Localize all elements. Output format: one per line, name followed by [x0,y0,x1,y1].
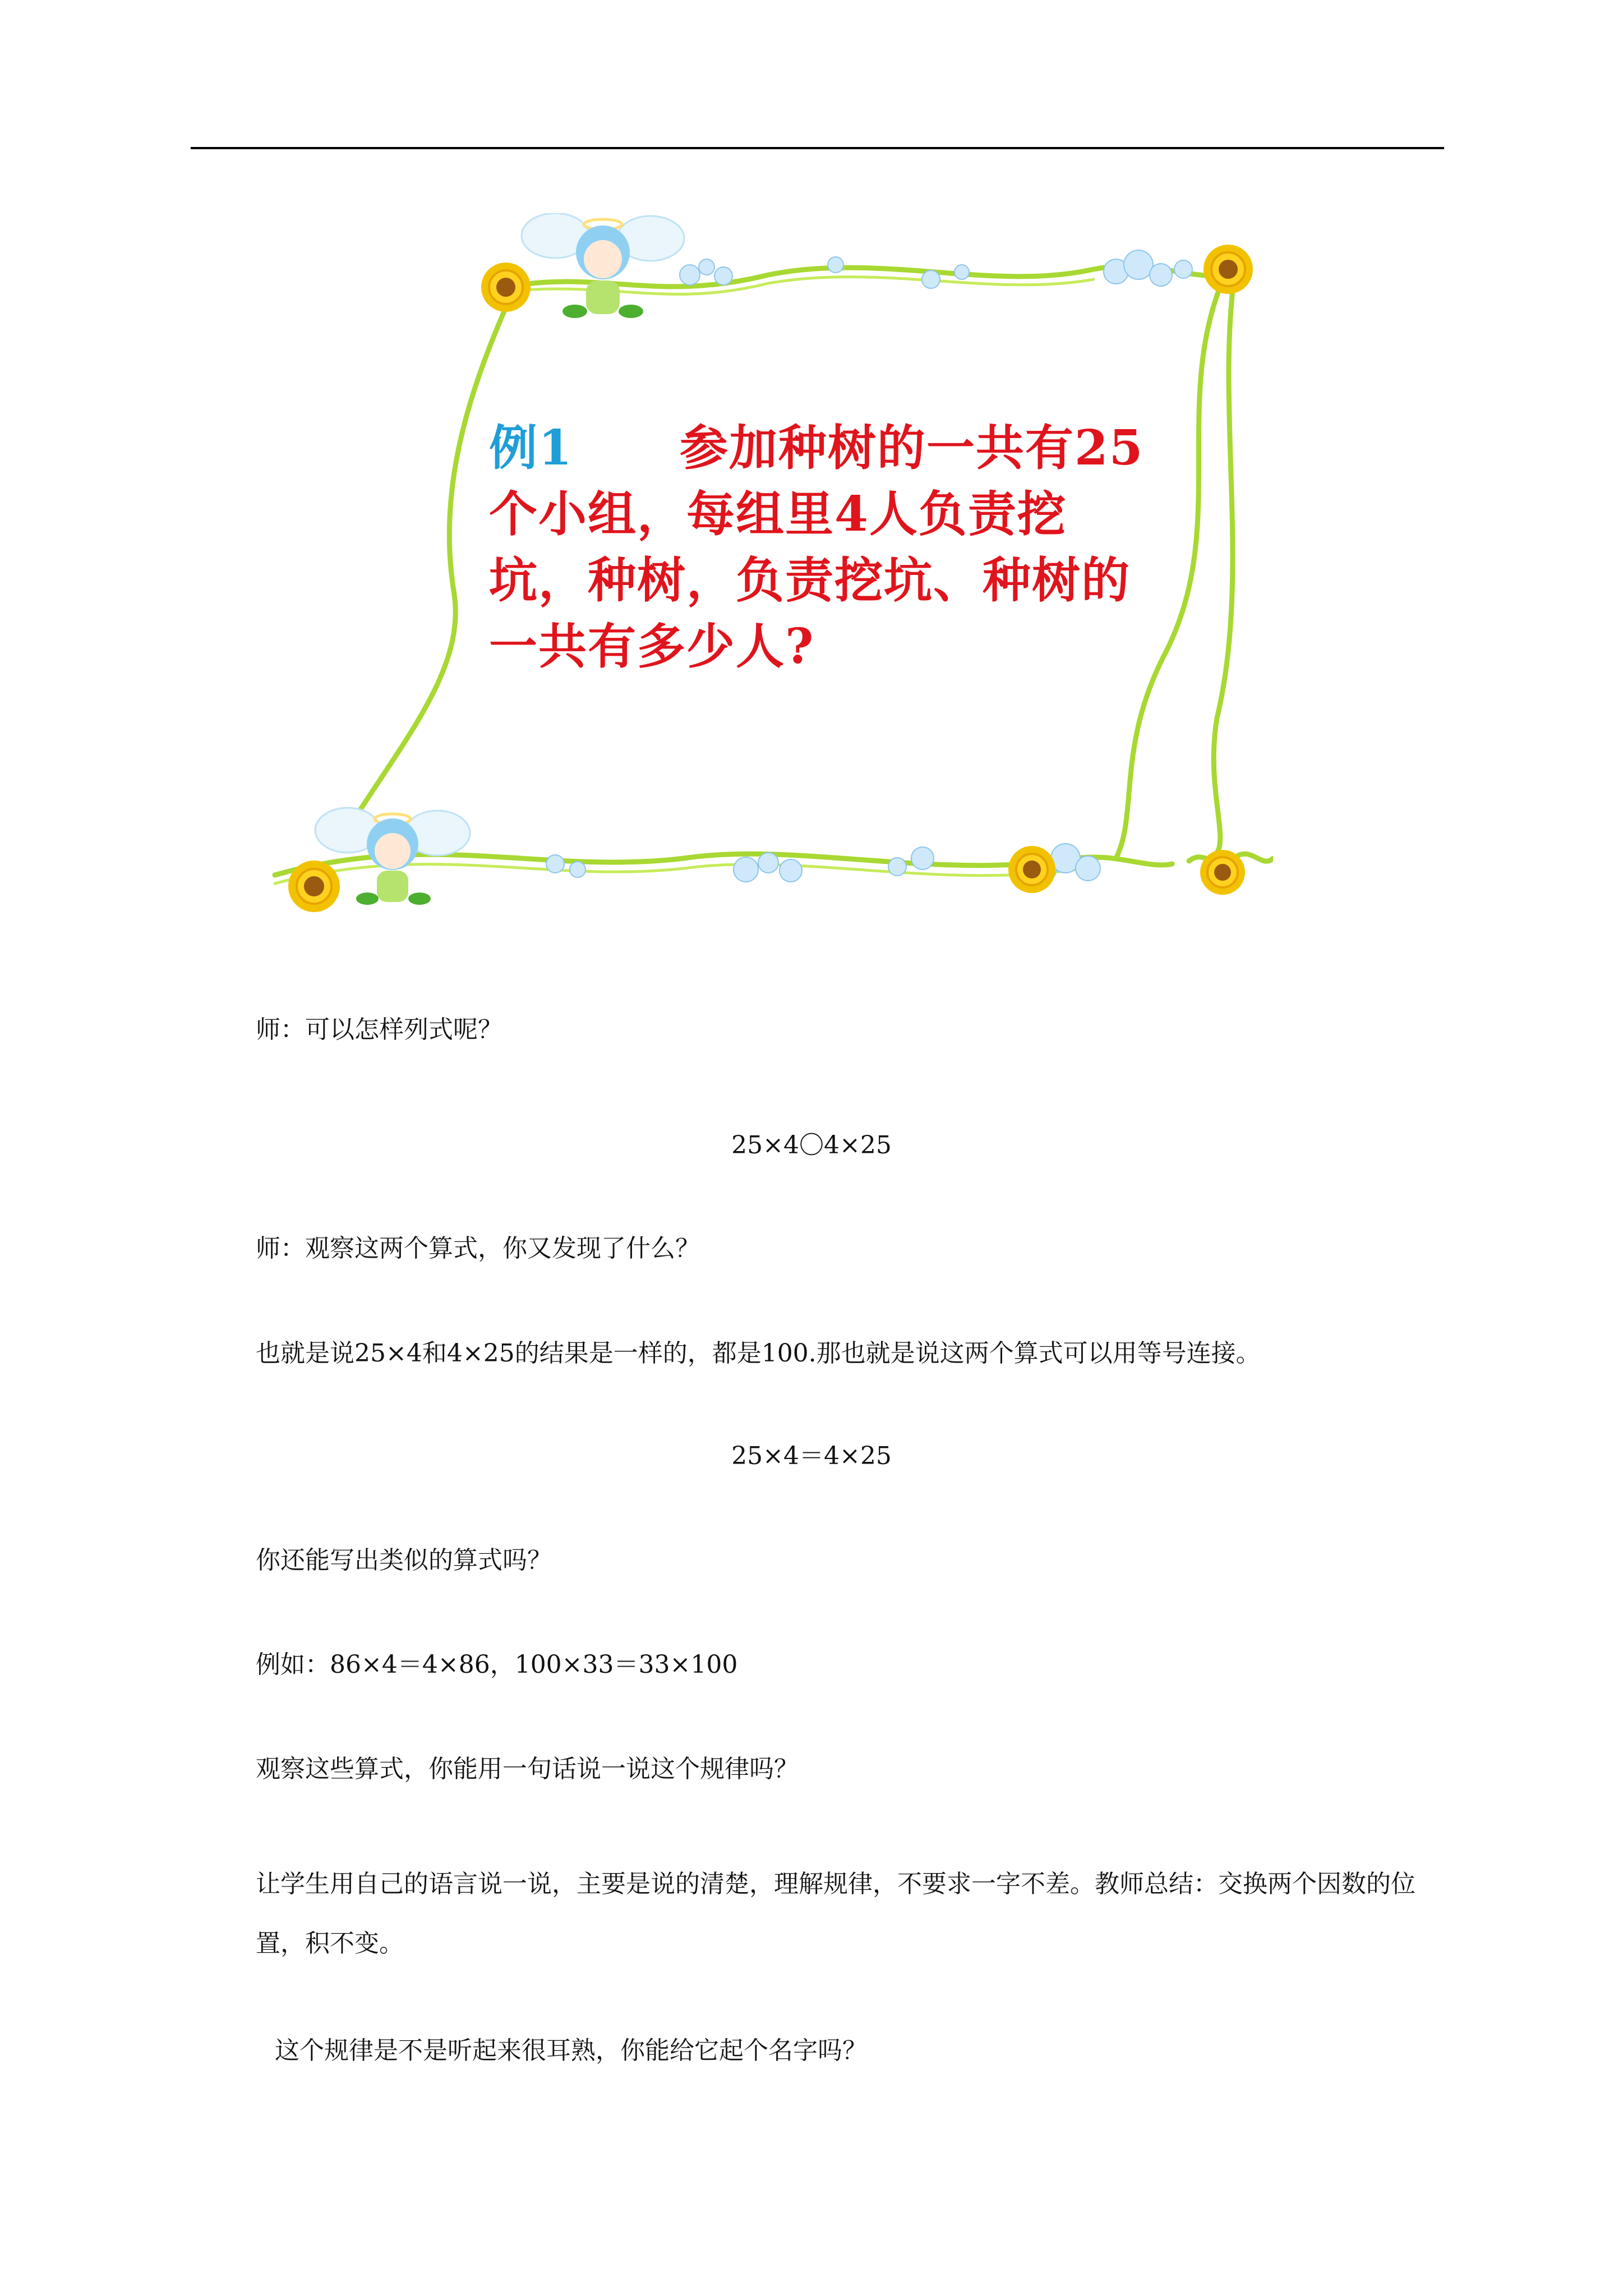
paragraph-9: 让学生用自己的语言说一说，主要是说的清楚，理解规律，不要求一字不差。教师总结：交换两个因数的位置，积不变。 [256,1870,1415,1958]
angel-top [522,213,684,318]
example-label: 例1 [489,420,573,476]
sunflower-bottom-right-2 [1200,850,1245,895]
example-problem [489,415,1145,680]
equation-equal: 25×4＝4×25 [731,1442,892,1470]
paragraph-8: 观察这些算式，你能用一句话说一说这个规律吗？ [256,1755,799,1783]
paragraph-1: 师：可以怎样列式呢？ [256,1015,502,1044]
vine-right-outer [1214,280,1234,853]
equation-compare: 25×4〇4×25 [731,1131,892,1159]
blossom-cluster-top [680,250,1192,288]
sunflower-top-right [1204,245,1253,294]
paragraph-7: 例如：86×4＝4×86，100×33＝33×100 [256,1650,738,1679]
sunflower-bottom-right-1 [1008,846,1055,893]
paragraph-6: 你还能写出类似的算式吗？ [256,1546,552,1575]
vine-left [336,297,510,847]
paragraph-4: 也就是说25×4和4×25的结果是一样的，都是100.那也就是说这两个算式可以用等号连接。 [256,1339,1261,1368]
paragraph-10: 这个规律是不是听起来很耳熟，你能给它起个名字吗？ [275,2036,867,2065]
paragraph-3: 师：观察这两个算式，你又发现了什么？ [256,1234,700,1263]
sunflower-bottom-left [288,861,340,912]
example-text: 参加种树的一共有25个小组，每组里4人负责挖坑，种树，负责挖坑、种树的一共有多少人? [489,420,1144,675]
sunflower-top-left [481,263,531,312]
header-rule [191,147,1444,149]
